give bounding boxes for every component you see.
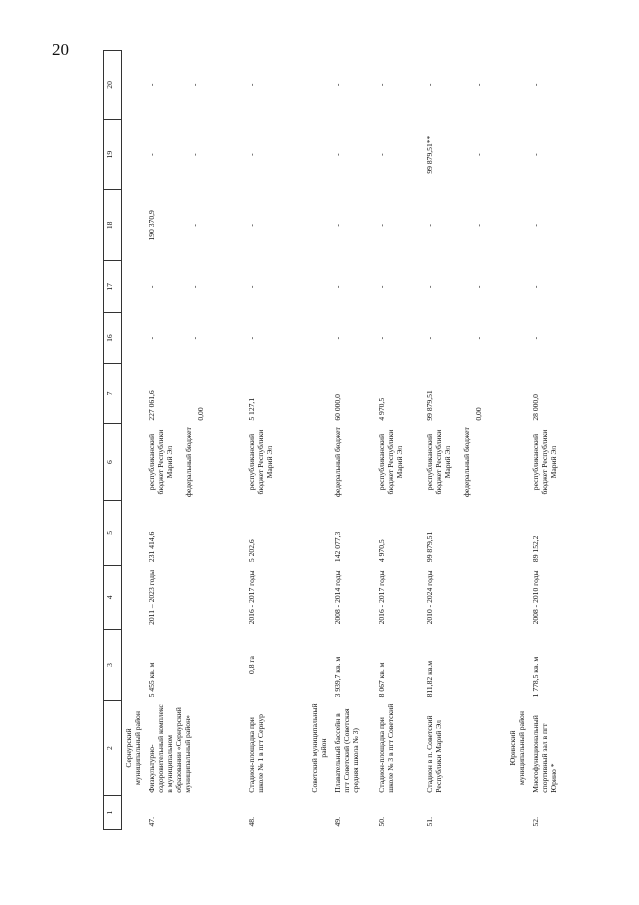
cell-value: - [189, 224, 199, 227]
funding-amounts [424, 363, 506, 423]
header-col-4: 4 [104, 565, 122, 630]
funding-amount: 99 879,51 [424, 390, 434, 421]
funding-amount: 0,00 [195, 407, 205, 421]
header-col-16: 16 [104, 313, 122, 363]
funding-amount: 60 000,0 [332, 394, 342, 421]
col-19-values [424, 119, 506, 190]
object-name: Стадион в п. Советский Республики Марий Эл [424, 715, 443, 793]
cell-value: - [424, 336, 434, 340]
header-col-20: 20 [104, 51, 122, 120]
cell-value: - [424, 224, 434, 227]
header-col-5: 5 [104, 501, 122, 566]
row-number: 48. [246, 817, 256, 827]
table-row [376, 51, 424, 830]
col-17-values [424, 261, 506, 313]
object-name: Плавательный бассейн в пгт Советский (Советская средняя школа № 3) [332, 708, 360, 793]
object-name: Многофункциональный спортивный зал в пгт Юрино * [530, 715, 558, 793]
cell-value: - [146, 336, 156, 340]
cell-value: - [246, 224, 256, 227]
construction-years: 2008 - 2010 годы [530, 570, 540, 625]
cell-value: - [332, 336, 342, 340]
cell-value: - [332, 285, 342, 289]
object-capacity: 8 067 кв. м [376, 662, 386, 698]
object-capacity: 0,8 га [246, 656, 256, 674]
col-17-values [146, 261, 246, 313]
header-col-2: 2 [104, 700, 122, 795]
cell-value: - [332, 83, 342, 87]
funding-amounts [146, 363, 246, 423]
funding-source: республиканский бюджет Республики Марий Эл [246, 429, 274, 495]
row-number: 52. [530, 817, 540, 827]
cell-value: - [376, 83, 386, 87]
object-capacity: 1 778,5 кв. м [530, 656, 540, 698]
investment-table-rotated [103, 50, 618, 830]
object-name: Стадион-площадка при школе № 3 в пгт Советский [376, 703, 395, 793]
district-yurino: Юринский муниципальный район [507, 711, 526, 785]
header-row [104, 51, 122, 830]
col-16-values [146, 313, 246, 363]
construction-years: 2011 – 2023 годы [146, 569, 156, 625]
cell-value: - [146, 153, 156, 156]
cell-value: - [189, 153, 199, 156]
cell-value: - [424, 83, 434, 87]
estimated-cost: 4 970,5 [376, 539, 386, 563]
estimated-cost: 99 879,51 [424, 531, 434, 563]
object-name: Стадион-площадка при школе № 1 в пгт Сернур [246, 714, 265, 793]
table-row [424, 51, 506, 830]
col-20-values [424, 51, 506, 120]
construction-years: 2008 - 2014 годы [332, 570, 342, 625]
district-sovetsky: Советский муниципальный район [309, 703, 328, 793]
cell-value: - [189, 336, 199, 340]
cell-value: - [246, 285, 256, 289]
district-row [122, 51, 146, 830]
col-18-values [146, 190, 246, 261]
table-row [530, 51, 570, 830]
estimated-cost: 231 414,6 [146, 531, 156, 563]
cell-value: 190 370,9 [146, 210, 156, 241]
funding-source: республиканский бюджет Республики Марий Эл [530, 429, 558, 495]
funding-amount: 4 970,5 [376, 397, 386, 421]
construction-years: 2010 - 2024 годы [424, 570, 434, 625]
row-number: 50. [376, 817, 386, 827]
cell-value: - [376, 224, 386, 227]
funding-amount: 0,00 [473, 407, 483, 421]
estimated-cost: 5 202,6 [246, 539, 256, 563]
cell-value: - [246, 83, 256, 87]
row-number: 49. [332, 817, 342, 827]
district-row [506, 51, 530, 830]
header-col-6: 6 [104, 424, 122, 501]
cell-value: - [189, 285, 199, 289]
cell-value: - [424, 285, 434, 289]
cell-value: - [530, 224, 540, 227]
district-sernur: Сернурский муниципальный район [124, 711, 142, 785]
col-18-values [424, 190, 506, 261]
header-col-17: 17 [104, 261, 122, 313]
col-20-values [146, 51, 246, 120]
funding-source: республиканский бюджет Республики Марий Эл [424, 429, 452, 495]
funding-source: федеральный бюджет [332, 427, 342, 498]
cell-value: - [473, 224, 483, 227]
funding-sources [424, 424, 506, 501]
table-row [146, 51, 246, 830]
funding-source: республиканский бюджет Республики Марий Эл [146, 429, 174, 495]
cell-value: - [530, 83, 540, 87]
cell-value: - [530, 285, 540, 289]
objects-table [103, 50, 570, 830]
district-row [308, 51, 332, 830]
header-col-19: 19 [104, 119, 122, 190]
cell-value: - [332, 153, 342, 156]
row-number: 47. [146, 817, 156, 827]
cell-value: - [530, 336, 540, 340]
cell-value: - [376, 336, 386, 340]
cell-value: - [246, 153, 256, 156]
object-capacity: 811,82 кв.м [424, 660, 434, 698]
funding-amount: 227 061,6 [146, 390, 156, 421]
funding-source: республиканский бюджет Республики Марий Эл [376, 429, 404, 495]
col-16-values [424, 313, 506, 363]
header-col-3: 3 [104, 630, 122, 701]
cell-value: - [332, 224, 342, 227]
funding-sources [146, 424, 246, 501]
construction-years: 2016 - 2017 годы [376, 570, 386, 625]
object-capacity: 5 455 кв. м [146, 662, 156, 698]
cell-value: - [376, 153, 386, 156]
cell-value: - [146, 285, 156, 289]
header-col-7: 7 [104, 363, 122, 423]
estimated-cost: 142 077,3 [332, 531, 342, 563]
table-row [332, 51, 376, 830]
funding-amount: 5 127,1 [246, 397, 256, 421]
header-col-1: 1 [104, 796, 122, 830]
construction-years: 2016 - 2017 годы [246, 570, 256, 625]
funding-amount: 28 000,0 [530, 394, 540, 421]
col-19-values [146, 119, 246, 190]
page-number: 20 [52, 40, 69, 59]
cell-value: - [473, 336, 483, 340]
object-capacity: 3 939,7 кв. м [332, 656, 342, 698]
estimated-cost: 89 152,2 [530, 535, 540, 563]
row-number: 51. [424, 817, 434, 827]
cell-value: - [246, 336, 256, 340]
cell-value: - [376, 285, 386, 289]
funding-source: федеральный бюджет [461, 427, 471, 498]
cell-value: - [530, 153, 540, 156]
cell-value: - [473, 83, 483, 87]
cell-value: - [473, 153, 483, 156]
cell-value: - [189, 83, 199, 87]
cell-value: 99 879,51** [424, 135, 434, 174]
object-name: Физкультурно-оздоровительный комплекс в муниципальном образовании «Сернурский муниципальный район» [146, 704, 192, 793]
cell-value: - [473, 285, 483, 289]
funding-source: федеральный бюджет [183, 427, 193, 498]
cell-value: - [146, 83, 156, 87]
header-col-18: 18 [104, 190, 122, 261]
table-row [246, 51, 308, 830]
